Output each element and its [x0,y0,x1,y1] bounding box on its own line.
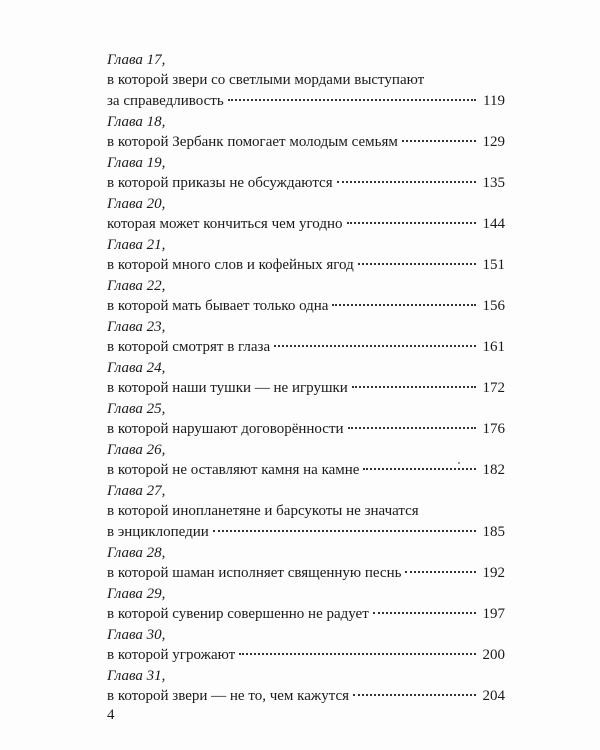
chapter-heading: Глава 20, [107,196,166,212]
chapter-description-final-line [107,255,505,276]
dot-leader [353,694,476,696]
page-number: 192 [482,565,505,581]
page-number: 119 [483,93,505,109]
page-number: 135 [482,175,505,191]
dot-leader [274,345,476,347]
chapter-heading: Глава 25, [107,401,166,417]
chapter-description-text: в которой угрожают [107,647,236,663]
toc-entry-31 [107,666,505,707]
toc-entry-17 [107,50,505,112]
chapter-description-final-line [107,563,505,584]
toc-entry-21 [107,235,505,276]
chapter-description-text: которая может кончиться чем угодно [107,216,343,232]
page-number: 172 [482,380,505,396]
chapter-heading: Глава 23, [107,319,166,335]
dot-leader [373,612,476,614]
page-number: 204 [482,688,505,704]
chapter-description-text: в которой мать бывает только одна [107,298,329,314]
toc-entry-28 [107,543,505,584]
chapter-description-line: в которой звери со светлыми мордами выступают [107,72,425,88]
chapter-heading: Глава 18, [107,114,166,130]
page-number: 197 [482,606,505,622]
toc-entry-19 [107,153,505,194]
chapter-heading: Глава 19, [107,155,166,171]
chapter-heading: Глава 30, [107,627,166,643]
chapter-description-text: в энциклопедии [107,524,209,540]
toc-entry-30 [107,625,505,666]
dot-leader [363,468,476,470]
chapter-description-final-line [107,296,505,317]
toc-entry-20 [107,194,505,235]
toc-entry-27 [107,481,505,543]
dot-leader [228,99,476,101]
chapter-description-final-line [107,460,505,481]
dot-leader [402,140,476,142]
toc-entry-18 [107,112,505,153]
dot-leader [405,571,476,573]
page-number: 176 [482,421,505,437]
toc-entry-25 [107,399,505,440]
dot-leader [213,530,476,532]
dot-leader [337,181,476,183]
chapter-description-final-line [107,645,505,666]
page-number: 185 [482,524,505,540]
chapter-heading: Глава 21, [107,237,166,253]
chapter-heading: Глава 29, [107,586,166,602]
toc-entry-26 [107,440,505,481]
chapter-description-final-line [107,132,505,153]
toc-entry-23 [107,317,505,358]
chapter-description-text: за справедливость [107,93,224,109]
chapter-description-text: в которой сувенир совершенно не радует [107,606,369,622]
chapter-heading: Глава 17, [107,52,166,68]
toc-entry-29 [107,584,505,625]
chapter-description-final-line [107,91,505,112]
chapter-description-final-line [107,214,505,235]
chapter-heading: Глава 22, [107,278,166,294]
table-of-contents [107,50,505,707]
chapter-description-text: в которой приказы не обсуждаются [107,175,333,191]
chapter-description-text: в которой не оставляют камня на камне [107,462,360,478]
chapter-heading: Глава 26, [107,442,166,458]
dot-leader [358,263,476,265]
chapter-description-text: в которой много слов и кофейных ягод [107,257,354,273]
chapter-description-text: в которой шаман исполняет священную песнь [107,565,402,581]
dot-leader [239,653,476,655]
dot-leader [347,222,476,224]
chapter-description-final-line [107,337,505,358]
chapter-description-text: в которой смотрят в глаза [107,339,271,355]
chapter-description-final-line [107,522,505,543]
dot-leader [352,386,476,388]
chapter-description-text: в которой Зербанк помогает молодым семьям [107,134,398,150]
chapter-description-final-line [107,173,505,194]
page-number: 151 [482,257,505,273]
chapter-description-line: в которой инопланетяне и барсукоты не значатся [107,503,419,519]
chapter-description-final-line [107,378,505,399]
page-number: 156 [482,298,505,314]
chapter-heading: Глава 24, [107,360,166,376]
chapter-heading: Глава 31, [107,668,166,684]
chapter-description-final-line [107,604,505,625]
chapter-description-text: в которой наши тушки — не игрушки [107,380,348,396]
folio-page-number: 4 [107,707,115,723]
dot-leader [332,304,476,306]
chapter-description-text: в которой звери — не то, чем кажутся [107,688,350,704]
page-number: 182 [482,462,505,478]
chapter-heading: Глава 27, [107,483,166,499]
print-speck [458,462,460,464]
chapter-description-final-line [107,686,505,707]
page-number: 144 [482,216,505,232]
toc-entry-24 [107,358,505,399]
chapter-heading: Глава 28, [107,545,166,561]
page-number: 161 [482,339,505,355]
chapter-description-text: в которой нарушают договорённости [107,421,344,437]
page-number: 200 [482,647,505,663]
toc-entry-22 [107,276,505,317]
dot-leader [348,427,476,429]
chapter-description-final-line [107,419,505,440]
page-number: 129 [482,134,505,150]
